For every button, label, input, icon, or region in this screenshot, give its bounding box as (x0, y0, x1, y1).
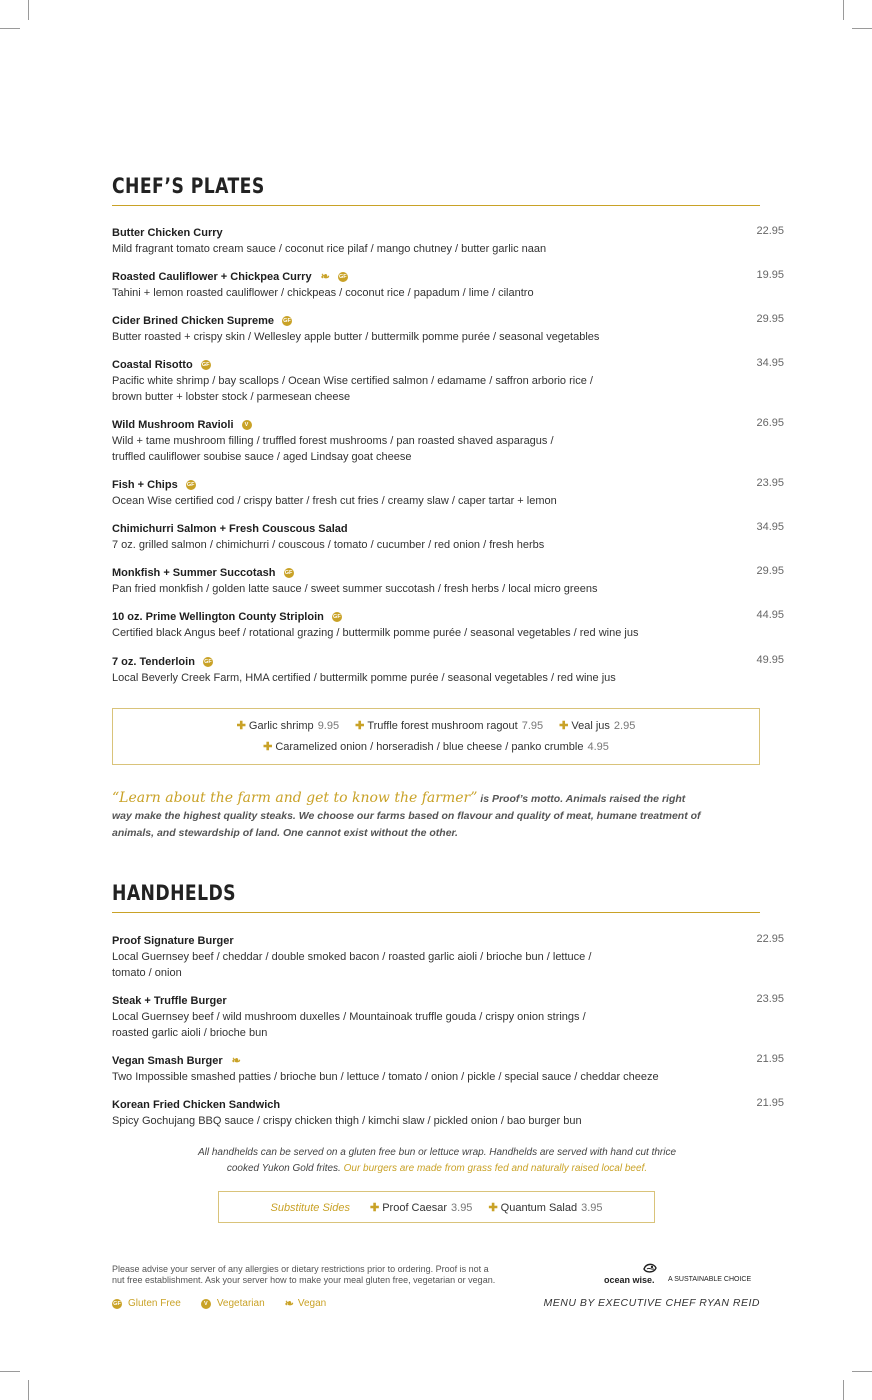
item-description: Mild fragrant tomato cream sauce / coconut rice pilaf / mango chutney / butter garlic naan (112, 243, 547, 255)
item-name-text: 10 oz. Prime Wellington County Striploin (112, 611, 324, 623)
farm-quote-script: “Learn about the farm and get to know the farmer” (112, 790, 478, 806)
item-name (112, 993, 772, 1009)
item-price: 49.95 (756, 654, 784, 666)
item-name-text: 7 oz. Tenderloin (112, 656, 195, 668)
gluten-free-icon: GF (186, 482, 195, 488)
allergy-line: nut free establishment. Ask your server how to make your meal gluten free, vegetarian or vegan. (112, 1275, 496, 1285)
item-description: Pacific white shrimp / bay scallops / Ocean Wise certified salmon / edamame / saffron arborio rice / (112, 375, 593, 387)
plus-icon: ✚ (355, 720, 365, 732)
gluten-free-icon: GF (201, 362, 210, 368)
item-price: 29.95 (756, 565, 784, 577)
menu-item (112, 477, 784, 509)
addon-price: 2.95 (613, 720, 636, 732)
menu-item (112, 1097, 784, 1129)
crop-mark (0, 28, 20, 29)
item-price: 21.95 (756, 1097, 784, 1109)
addon-price: 7.95 (521, 720, 544, 732)
item-name (112, 357, 772, 373)
section-title-chefs-plates: CHEF’S PLATES (112, 174, 265, 198)
item-price: 23.95 (756, 993, 784, 1005)
item-price: 22.95 (756, 225, 784, 237)
vegetarian-icon: V (242, 420, 252, 430)
crop-mark (852, 1371, 872, 1372)
item-name-text: Monkfish + Summer Succotash (112, 567, 276, 579)
item-name (112, 477, 772, 493)
item-description: Ocean Wise certified cod / crispy batter / fresh cut fries / creamy slaw / caper tartar + lemon (112, 495, 557, 507)
handheld-note (152, 1145, 722, 1177)
plus-icon: ✚ (369, 1202, 380, 1214)
menu-item (112, 225, 784, 257)
plus-icon: ✚ (559, 720, 569, 732)
addon-price: 9.95 (317, 720, 340, 732)
item-description: Local Guernsey beef / cheddar / double smoked bacon / roasted garlic aioli / brioche bun / lettuce / (112, 951, 592, 963)
legend-vegetarian: Vegetarian (216, 1298, 265, 1309)
vegan-icon: ❧ (320, 271, 330, 283)
item-price: 34.95 (756, 357, 784, 369)
addon-label: Veal jus (571, 720, 610, 732)
item-name (112, 269, 772, 285)
item-name-text: Proof Signature Burger (112, 935, 234, 947)
crop-mark (852, 28, 872, 29)
section-rule (112, 912, 760, 913)
ocean-wise-logo (604, 1261, 760, 1287)
ocean-wise-tagline: A SUSTAINABLE CHOICE (668, 1276, 752, 1283)
sides-label: Substitute Sides (270, 1202, 350, 1214)
vegan-icon: ❧ (231, 1055, 241, 1067)
item-price: 22.95 (756, 933, 784, 945)
sides-items (370, 1202, 603, 1214)
item-name (112, 565, 772, 581)
menu-item (112, 933, 784, 981)
item-description: truffled cauliflower soubise sauce / aged Lindsay goat cheese (112, 451, 412, 463)
item-description: tomato / onion (112, 967, 182, 979)
item-name (112, 521, 772, 537)
item-description: Tahini + lemon roasted cauliflower / chickpeas / coconut rice / papadum / lime / cilantro (112, 287, 534, 299)
addons-row (113, 740, 759, 753)
diet-legend (112, 1297, 346, 1310)
item-description: Two Impossible smashed patties / brioche bun / lettuce / tomato / onion / pickle / special sauce / cheddar cheeze (112, 1071, 659, 1083)
item-price: 26.95 (756, 417, 784, 429)
handheld-note-text: cooked Yukon Gold frites. (226, 1163, 344, 1174)
addon-price: 4.95 (587, 741, 609, 753)
item-name-text: Steak + Truffle Burger (112, 995, 227, 1007)
item-description: 7 oz. grilled salmon / chimichurri / couscous / tomato / cucumber / red onion / fresh herbs (112, 539, 545, 551)
item-name-text: Fish + Chips (112, 479, 178, 491)
sides-row (219, 1201, 654, 1214)
section-title-handhelds: HANDHELDS (112, 881, 236, 905)
legend-vegan: Vegan (297, 1298, 327, 1309)
menu-item (112, 993, 784, 1041)
item-description: brown butter + lobster stock / parmesean cheese (112, 391, 351, 403)
item-price: 23.95 (756, 477, 784, 489)
farm-quote (112, 790, 752, 842)
item-name-text: Vegan Smash Burger (112, 1055, 223, 1067)
addon-price: 3.95 (581, 1202, 603, 1214)
item-price: 21.95 (756, 1053, 784, 1065)
item-price: 44.95 (756, 609, 784, 621)
item-name (112, 1097, 772, 1113)
menu-item (112, 269, 784, 301)
menu-item (112, 521, 784, 553)
addon-label: Quantum Salad (500, 1202, 578, 1214)
item-name (112, 609, 772, 625)
plus-icon: ✚ (263, 741, 273, 753)
item-description: Certified black Angus beef / rotational grazing / buttermilk pomme purée / seasonal vegetables / red wine jus (112, 627, 639, 639)
item-description: Local Beverly Creek Farm, HMA certified / buttermilk pomme purée / seasonal vegetables / red wine jus (112, 672, 616, 684)
plus-icon: ✚ (236, 720, 246, 732)
item-name-text: Korean Fried Chicken Sandwich (112, 1099, 281, 1111)
handheld-note-text: All handhelds can be served on a gluten free bun or lettuce wrap. Handhelds are served with hand cut thrice (197, 1147, 677, 1158)
item-price: 19.95 (756, 269, 784, 281)
allergy-line: Please advise your server of any allergies or dietary restrictions prior to ordering. Proof is not a (112, 1264, 489, 1274)
gluten-free-icon: GF (204, 659, 212, 665)
item-name (112, 933, 772, 949)
vegan-icon: ❧ (284, 1298, 294, 1310)
item-name-text: Cider Brined Chicken Supreme (112, 315, 274, 327)
ocean-wise-wordmark: ocean wise. (604, 1275, 655, 1285)
item-price: 29.95 (756, 313, 784, 325)
item-name (112, 654, 772, 670)
addons-row (113, 719, 759, 732)
legend-gluten-free: Gluten Free (128, 1298, 181, 1309)
item-name (112, 313, 772, 329)
crop-mark (843, 1380, 844, 1400)
item-price: 34.95 (756, 521, 784, 533)
item-description: Local Guernsey beef / wild mushroom duxelles / Mountainoak truffle gouda / crispy onion strings / (112, 1011, 586, 1023)
addon-label: Proof Caesar (382, 1202, 448, 1214)
menu-item (112, 565, 784, 597)
vegetarian-icon: V (201, 1299, 211, 1309)
crop-mark (28, 1380, 29, 1400)
section-rule (112, 205, 760, 206)
farm-quote-text: way make the highest quality steaks. We choose our farms based on flavour and quality of meat, humane treatment of (112, 810, 701, 822)
gluten-free-icon: GF (283, 318, 291, 324)
menu-item (112, 609, 784, 641)
item-name-text: Butter Chicken Curry (112, 227, 223, 239)
item-description: Butter roasted + crispy skin / Wellesley apple butter / buttermilk pomme purée / seasonal vegetables (112, 331, 600, 343)
gluten-free-icon: GF (333, 614, 341, 620)
menu-item (112, 654, 784, 686)
menu-item (112, 1053, 784, 1085)
crop-mark (28, 0, 29, 20)
addons-box (112, 708, 760, 765)
item-description: Pan fried monkfish / golden latte sauce / sweet summer succotash / fresh herbs / local micro greens (112, 583, 598, 595)
menu-item (112, 313, 784, 345)
addon-label: Truffle forest mushroom ragout (367, 720, 518, 732)
gluten-free-icon: GF (284, 570, 293, 576)
addon-label: Garlic shrimp (248, 720, 314, 732)
farm-quote-text: animals, and stewardship of land. One cannot exist without the other. (112, 827, 458, 839)
gluten-free-icon: GF (338, 274, 347, 280)
item-name (112, 417, 772, 433)
item-name-text: Roasted Cauliflower + Chickpea Curry (112, 271, 312, 283)
farm-quote-text: is Proof’s motto. Animals raised the right (477, 793, 686, 805)
menu-item (112, 417, 784, 465)
sides-box (218, 1191, 655, 1223)
allergy-notice (112, 1264, 562, 1286)
item-description: Wild + tame mushroom filling / truffled forest mushrooms / pan roasted shaved asparagus / (112, 435, 554, 447)
item-name (112, 1053, 772, 1069)
ocean-wise-fish-icon (642, 1261, 658, 1275)
crop-mark (0, 1371, 20, 1372)
item-name-text: Wild Mushroom Ravioli (112, 419, 234, 431)
addon-price: 3.95 (451, 1202, 473, 1214)
handheld-note-highlight: Our burgers are made from grass fed and naturally raised local beef. (343, 1163, 648, 1174)
menu-item (112, 357, 784, 405)
item-description: roasted garlic aioli / brioche bun (112, 1027, 268, 1039)
gluten-free-icon: GF (113, 1300, 121, 1307)
chef-credit: MENU BY EXECUTIVE CHEF RYAN REID (543, 1297, 760, 1309)
item-name-text: Chimichurri Salmon + Fresh Couscous Salad (112, 523, 348, 535)
addon-label: Caramelized onion / horseradish / blue cheese / panko crumble (275, 741, 584, 753)
item-name-text: Coastal Risotto (112, 359, 193, 371)
plus-icon: ✚ (488, 1202, 498, 1214)
item-description: Spicy Gochujang BBQ sauce / crispy chicken thigh / kimchi slaw / pickled onion / bao burger bun (112, 1115, 582, 1127)
crop-mark (843, 0, 844, 20)
item-name (112, 225, 772, 241)
